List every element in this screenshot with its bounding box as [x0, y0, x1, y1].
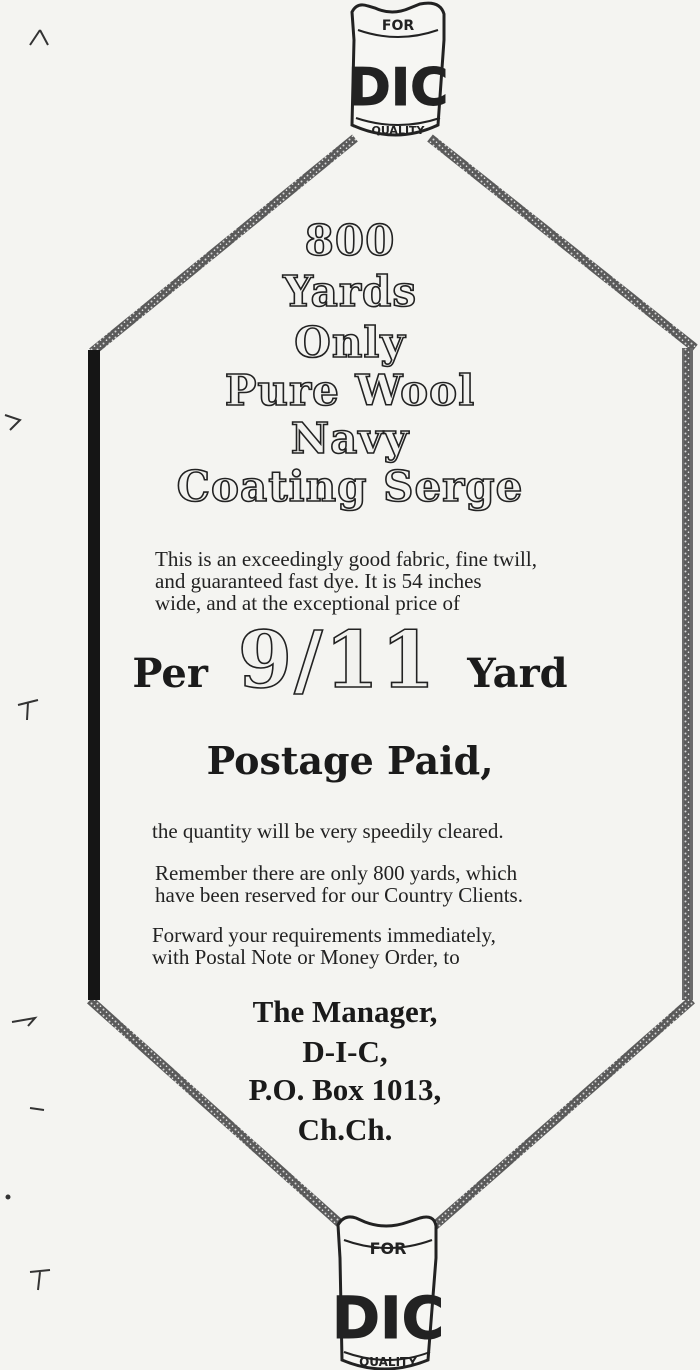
dic-badge-top — [348, 3, 449, 137]
description-line: This is an exceedingly good fabric, fine twill, — [155, 547, 537, 571]
postage-paid: Postage Paid, — [206, 738, 494, 783]
badge-top-word: FOR — [369, 1239, 407, 1258]
description-paragraph — [155, 548, 625, 614]
reserved-note — [155, 862, 635, 906]
address-line: P.O. Box 1013, — [248, 1072, 442, 1107]
badge-bottom-word: QUALITY — [359, 1355, 417, 1369]
dic-badge-bottom — [332, 1217, 444, 1369]
badge-monogram: DIC — [331, 1284, 445, 1352]
price-prefix: Per — [132, 650, 208, 697]
clearance-note: the quantity will be very speedily cleared. — [152, 819, 504, 843]
price-suffix: Yard — [467, 650, 568, 697]
badge-top-word: FOR — [381, 18, 415, 34]
order-line: with Postal Note or Money Order, to — [152, 945, 460, 969]
description-line: wide, and at the exceptional price of — [155, 591, 460, 615]
reserved-line: have been reserved for our Country Clients. — [155, 883, 523, 907]
headline-limit: Only — [294, 318, 406, 367]
price-row — [0, 615, 700, 706]
address-line: Ch.Ch. — [297, 1112, 393, 1147]
address-line: D-I-C, — [302, 1034, 388, 1069]
headline-product: Coating Serge — [176, 462, 524, 511]
reserved-line: Remember there are only 800 yards, which — [155, 861, 518, 885]
headline-quantity: 800 — [304, 216, 396, 265]
address-line: The Manager, — [252, 994, 438, 1029]
headline-color: Navy — [290, 414, 410, 463]
badge-bottom-word: QUALITY — [371, 124, 425, 137]
order-line: Forward your requirements immediately, — [152, 923, 496, 947]
headline-material: Pure Wool — [224, 366, 476, 415]
description-line: and guaranteed fast dye. It is 54 inches — [155, 569, 482, 593]
price-amount: 9/11 — [237, 615, 438, 706]
headline-unit: Yards — [282, 267, 418, 316]
badge-monogram: DIC — [347, 58, 449, 118]
order-instructions — [152, 924, 632, 968]
